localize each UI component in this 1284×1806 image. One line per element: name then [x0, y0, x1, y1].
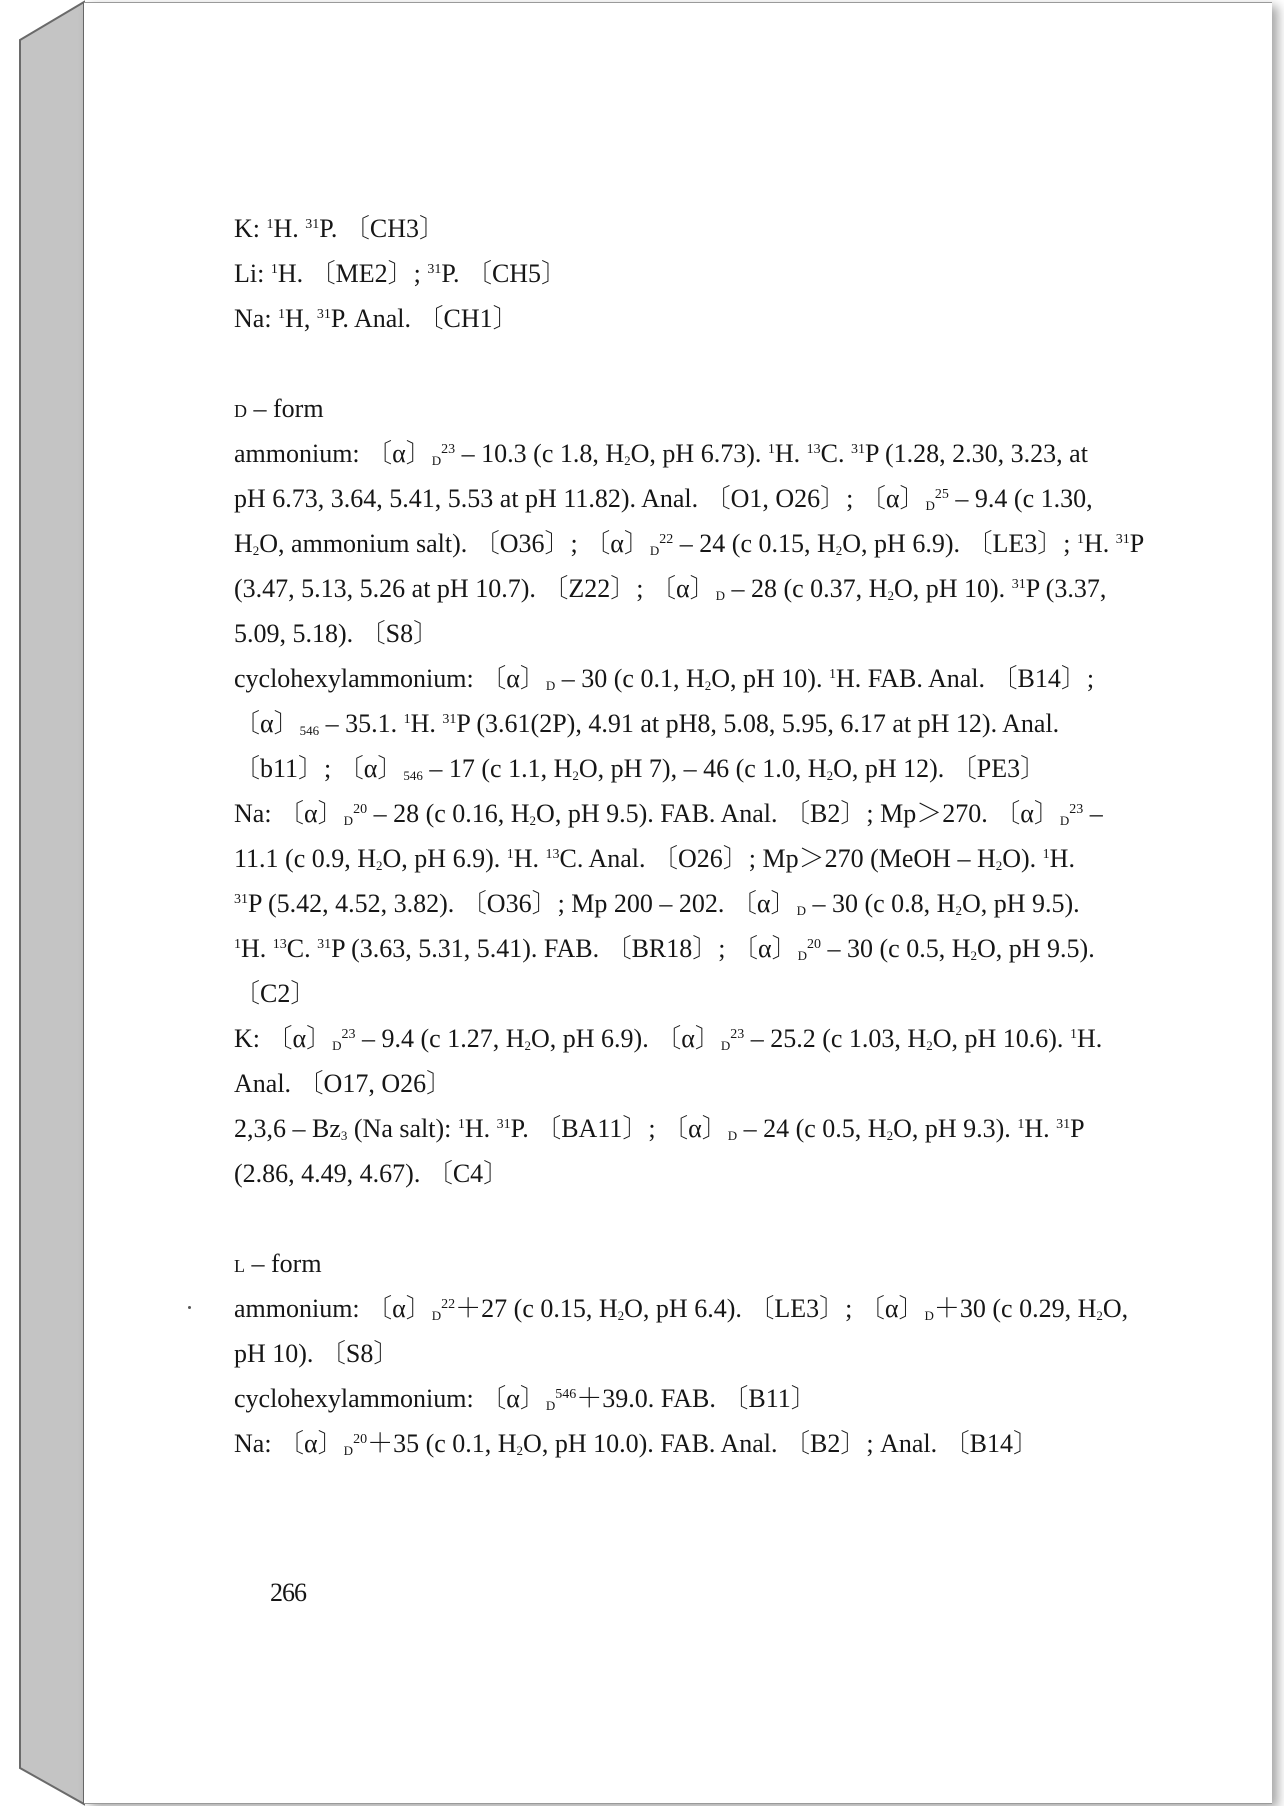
- text-run: O, pH 7), – 46 (c 1.0, H: [578, 754, 827, 783]
- subscript: 2: [252, 543, 260, 558]
- small-caps-prefix: d: [234, 394, 247, 423]
- subscript: D: [431, 453, 442, 468]
- superscript: 31: [1115, 532, 1130, 547]
- superscript: 1: [278, 307, 286, 322]
- text-run: H.: [241, 934, 273, 963]
- superscript: 31: [305, 217, 320, 232]
- text-run: O, pH 6.9). 〔α〕: [531, 1024, 721, 1053]
- text-run: P (5.42, 4.52, 3.82). 〔O36〕; Mp 200 – 202. 〔α〕: [248, 889, 797, 918]
- subscript: 2: [887, 588, 894, 603]
- text-run: 2,3,6 – Bz: [234, 1114, 341, 1143]
- text-run: P: [1129, 529, 1145, 558]
- text-run: O, pH 9.5). FAB. Anal. 〔B2〕; Mp＞270. 〔α〕: [536, 799, 1060, 828]
- text-run: cyclohexylammonium: 〔α〕: [234, 664, 546, 693]
- superscript: 1: [457, 1117, 465, 1132]
- text-run: – 35.1.: [319, 709, 404, 738]
- superscript: 31: [442, 712, 457, 727]
- superscript: 1: [270, 262, 278, 277]
- text-line: [234, 1421, 1144, 1466]
- superscript: 25: [934, 487, 949, 502]
- subscript: 3: [340, 1128, 348, 1143]
- superscript: 1: [506, 847, 514, 862]
- superscript: 31: [316, 307, 331, 322]
- text-line: [234, 881, 1144, 926]
- superscript: 31: [851, 442, 865, 457]
- superscript: 1: [1069, 1027, 1077, 1042]
- subscript: 2: [516, 1443, 524, 1458]
- text-run: 〔α〕: [234, 709, 300, 738]
- text-run: P (3.63, 5.31, 5.41). FAB. 〔BR18〕; 〔α〕: [331, 934, 798, 963]
- text-run: H.: [1049, 844, 1075, 873]
- text-run: P (3.37,: [1025, 574, 1107, 603]
- text-line: [234, 836, 1144, 881]
- superscript: 1: [767, 442, 775, 457]
- subscript: D: [797, 948, 808, 963]
- text-run: – 10.3 (c 1.8, H: [455, 439, 625, 468]
- text-run: O,: [1102, 1294, 1129, 1323]
- subscript: D: [343, 813, 354, 828]
- book-spine: [0, 0, 86, 1806]
- paragraph-gap: [234, 1196, 1144, 1241]
- text-run: H: [234, 529, 253, 558]
- subscript: D: [545, 1398, 556, 1413]
- text-run: ＋35 (c 0.1, H: [367, 1429, 517, 1458]
- text-run: O, pH 9.5).: [961, 889, 1080, 918]
- superscript: 13: [806, 442, 821, 457]
- subscript: D: [649, 543, 660, 558]
- subscript: 2: [1096, 1308, 1103, 1323]
- superscript: 31: [317, 937, 332, 952]
- paragraph-gap: [234, 341, 1144, 386]
- text-run: O, ammonium salt). 〔O36〕; 〔α〕: [259, 529, 650, 558]
- text-line: [234, 656, 1144, 701]
- text-run: O, pH 12). 〔PE3〕: [833, 754, 1047, 783]
- text-run: ammonium: 〔α〕: [234, 439, 432, 468]
- superscript: 13: [272, 937, 287, 952]
- text-run: P (3.61(2P), 4.91 at pH8, 5.08, 5.95, 6.17 at pH 12). Anal.: [456, 709, 1060, 738]
- text-run: – 9.4 (c 1.27, H: [355, 1024, 525, 1053]
- text-run: C.: [286, 934, 318, 963]
- text-run: O, pH 10).: [893, 574, 1012, 603]
- text-run: – 28 (c 0.16, H: [367, 799, 530, 828]
- text-run: P (1.28, 2.30, 3.23, at: [865, 439, 1088, 468]
- text-run: – 30 (c 0.1, H: [555, 664, 705, 693]
- subscript: D: [545, 678, 556, 693]
- text-run: H.: [1083, 529, 1116, 558]
- text-line: [234, 431, 1144, 476]
- text-run: O, pH 9.5).: [977, 934, 1095, 963]
- superscript: 546: [555, 1387, 577, 1402]
- text-run: Na: 〔α〕: [234, 799, 344, 828]
- text-run: O, pH 10.6).: [932, 1024, 1070, 1053]
- subscript: 2: [835, 543, 843, 558]
- text-run: K: 〔α〕: [234, 1024, 333, 1053]
- superscript: 23: [441, 442, 456, 457]
- text-run: Anal. 〔O17, O26〕: [234, 1069, 453, 1098]
- text-run: pH 10). 〔S8〕: [234, 1339, 400, 1368]
- text-run: Na: 〔α〕: [234, 1429, 344, 1458]
- subscript: 2: [995, 858, 1003, 873]
- subscript: 2: [826, 768, 834, 783]
- subscript: 2: [572, 768, 579, 783]
- superscript: 13: [545, 847, 560, 862]
- text-run: – 25.2 (c 1.03, H: [744, 1024, 927, 1053]
- subscript: 2: [704, 678, 712, 693]
- text-line: [234, 296, 1144, 341]
- text-run: – 28 (c 0.37, H: [724, 574, 888, 603]
- text-run: H.: [273, 214, 306, 243]
- text-run: cyclohexylammonium: 〔α〕: [234, 1384, 546, 1413]
- subscript: D: [343, 1443, 354, 1458]
- text-run: O, pH 10).: [711, 664, 829, 693]
- subscript: D: [924, 1308, 934, 1323]
- subscript: 2: [970, 948, 977, 963]
- subscript: 2: [529, 813, 537, 828]
- superscript: 20: [353, 802, 368, 817]
- text-run: 5.09, 5.18). 〔S8〕: [234, 619, 440, 648]
- text-line: [234, 206, 1144, 251]
- text-run: H.: [1076, 1024, 1103, 1053]
- subscript: D: [720, 1038, 731, 1053]
- text-line: [234, 1376, 1144, 1421]
- text-run: 〔b11〕; 〔α〕: [234, 754, 404, 783]
- text-run: ＋30 (c 0.29, H: [933, 1294, 1097, 1323]
- text-run: P. 〔CH5〕: [441, 259, 568, 288]
- text-run: – form: [245, 1249, 322, 1278]
- page-body: [234, 206, 1144, 1466]
- superscript: 1: [266, 217, 274, 232]
- superscript: 31: [496, 1117, 511, 1132]
- text-run: (Na salt):: [347, 1114, 458, 1143]
- subscript: D: [925, 498, 935, 513]
- text-run: P. 〔BA11〕; 〔α〕: [510, 1114, 728, 1143]
- superscript: 31: [1056, 1117, 1071, 1132]
- superscript: 23: [1069, 802, 1084, 817]
- subscript: 2: [926, 1038, 933, 1053]
- superscript: 22: [441, 1297, 456, 1312]
- text-line: [234, 611, 1144, 656]
- text-run: K:: [234, 214, 267, 243]
- text-run: –: [1083, 799, 1103, 828]
- text-run: H.: [410, 709, 443, 738]
- text-line: [234, 1016, 1144, 1061]
- small-caps-prefix: l: [234, 1249, 245, 1278]
- text-run: – 9.4 (c 1.30,: [948, 484, 1093, 513]
- text-line: [234, 746, 1144, 791]
- text-line: [234, 521, 1144, 566]
- text-run: H.: [1024, 1114, 1057, 1143]
- superscript: 1: [403, 712, 411, 727]
- subscript: 2: [886, 1128, 894, 1143]
- subscript: D: [1059, 813, 1070, 828]
- text-run: H. FAB. Anal. 〔B14〕;: [835, 664, 1095, 693]
- text-run: P. Anal. 〔CH1〕: [330, 304, 519, 333]
- text-run: H.: [774, 439, 807, 468]
- text-line: [234, 566, 1144, 611]
- text-run: O, pH 6.9).: [382, 844, 507, 873]
- superscript: 22: [659, 532, 674, 547]
- subscript: 2: [955, 903, 962, 918]
- subscript: D: [715, 588, 725, 603]
- text-run: – 17 (c 1.1, H: [422, 754, 573, 783]
- subscript: 546: [403, 768, 423, 783]
- superscript: 20: [353, 1432, 368, 1447]
- text-run: ＋39.0. FAB. 〔B11〕: [576, 1384, 817, 1413]
- text-run: (3.47, 5.13, 5.26 at pH 10.7). 〔Z22〕; 〔α〕: [234, 574, 716, 603]
- text-run: – 24 (c 0.5, H: [737, 1114, 887, 1143]
- text-run: O, pH 10.0). FAB. Anal. 〔B2〕; Anal. 〔B14〕: [523, 1429, 1039, 1458]
- superscript: 1: [1017, 1117, 1025, 1132]
- subscript: D: [796, 903, 806, 918]
- text-run: – form: [247, 394, 324, 423]
- text-run: – 24 (c 0.15, H: [673, 529, 836, 558]
- text-run: H.: [464, 1114, 497, 1143]
- text-run: – 30 (c 0.8, H: [805, 889, 956, 918]
- subscript: 2: [624, 453, 631, 468]
- subscript: 2: [376, 858, 383, 873]
- subscript: D: [727, 1128, 738, 1143]
- text-run: H.: [513, 844, 546, 873]
- superscript: 1: [1042, 847, 1050, 862]
- page-number: 266: [270, 1578, 306, 1607]
- superscript: 31: [427, 262, 442, 277]
- superscript: 31: [1011, 577, 1026, 592]
- subscript: 2: [524, 1038, 531, 1053]
- text-line: [234, 1241, 1144, 1286]
- text-run: O, pH 6.4). 〔LE3〕; 〔α〕: [624, 1294, 925, 1323]
- superscript: 23: [730, 1027, 745, 1042]
- text-run: Li:: [234, 259, 271, 288]
- text-run: O, pH 9.3).: [893, 1114, 1018, 1143]
- text-run: ammonium: 〔α〕: [234, 1294, 432, 1323]
- text-line: [234, 971, 1144, 1016]
- superscript: 31: [234, 892, 248, 907]
- text-line: [234, 386, 1144, 431]
- text-line: [234, 251, 1144, 296]
- text-line: [234, 701, 1144, 746]
- text-line: [234, 1106, 1144, 1151]
- text-run: O).: [1002, 844, 1043, 873]
- text-run: P: [1070, 1114, 1085, 1143]
- subscript: 546: [299, 723, 320, 738]
- text-run: O, pH 6.73).: [630, 439, 768, 468]
- text-run: H,: [285, 304, 317, 333]
- text-run: H. 〔ME2〕;: [277, 259, 428, 288]
- text-run: (2.86, 4.49, 4.67). 〔C4〕: [234, 1159, 510, 1188]
- text-line: [234, 1331, 1144, 1376]
- text-line: [234, 791, 1144, 836]
- text-line: [234, 1286, 1144, 1331]
- subscript: 2: [617, 1308, 625, 1323]
- subscript: D: [332, 1038, 342, 1053]
- superscript: 20: [807, 937, 822, 952]
- superscript: 1: [1076, 532, 1084, 547]
- text-run: 11.1 (c 0.9, H: [234, 844, 377, 873]
- text-line: [234, 926, 1144, 971]
- superscript: 1: [828, 667, 836, 682]
- text-line: [234, 476, 1144, 521]
- text-run: ＋27 (c 0.15, H: [455, 1294, 618, 1323]
- text-line: [234, 1061, 1144, 1106]
- superscript: 1: [234, 937, 241, 952]
- text-run: C.: [820, 439, 851, 468]
- text-run: pH 6.73, 3.64, 5.41, 5.53 at pH 11.82). Anal. 〔O1, O26〕; 〔α〕: [234, 484, 926, 513]
- stray-mark: [188, 1306, 191, 1309]
- text-run: 〔C2〕: [234, 979, 317, 1008]
- text-line: [234, 1151, 1144, 1196]
- text-run: O, pH 6.9). 〔LE3〕;: [842, 529, 1077, 558]
- text-run: Na:: [234, 304, 279, 333]
- subscript: D: [431, 1308, 442, 1323]
- text-run: C. Anal. 〔O26〕; Mp＞270 (MeOH – H: [559, 844, 996, 873]
- superscript: 23: [341, 1027, 356, 1042]
- text-run: – 30 (c 0.5, H: [821, 934, 971, 963]
- text-run: P. 〔CH3〕: [319, 214, 445, 243]
